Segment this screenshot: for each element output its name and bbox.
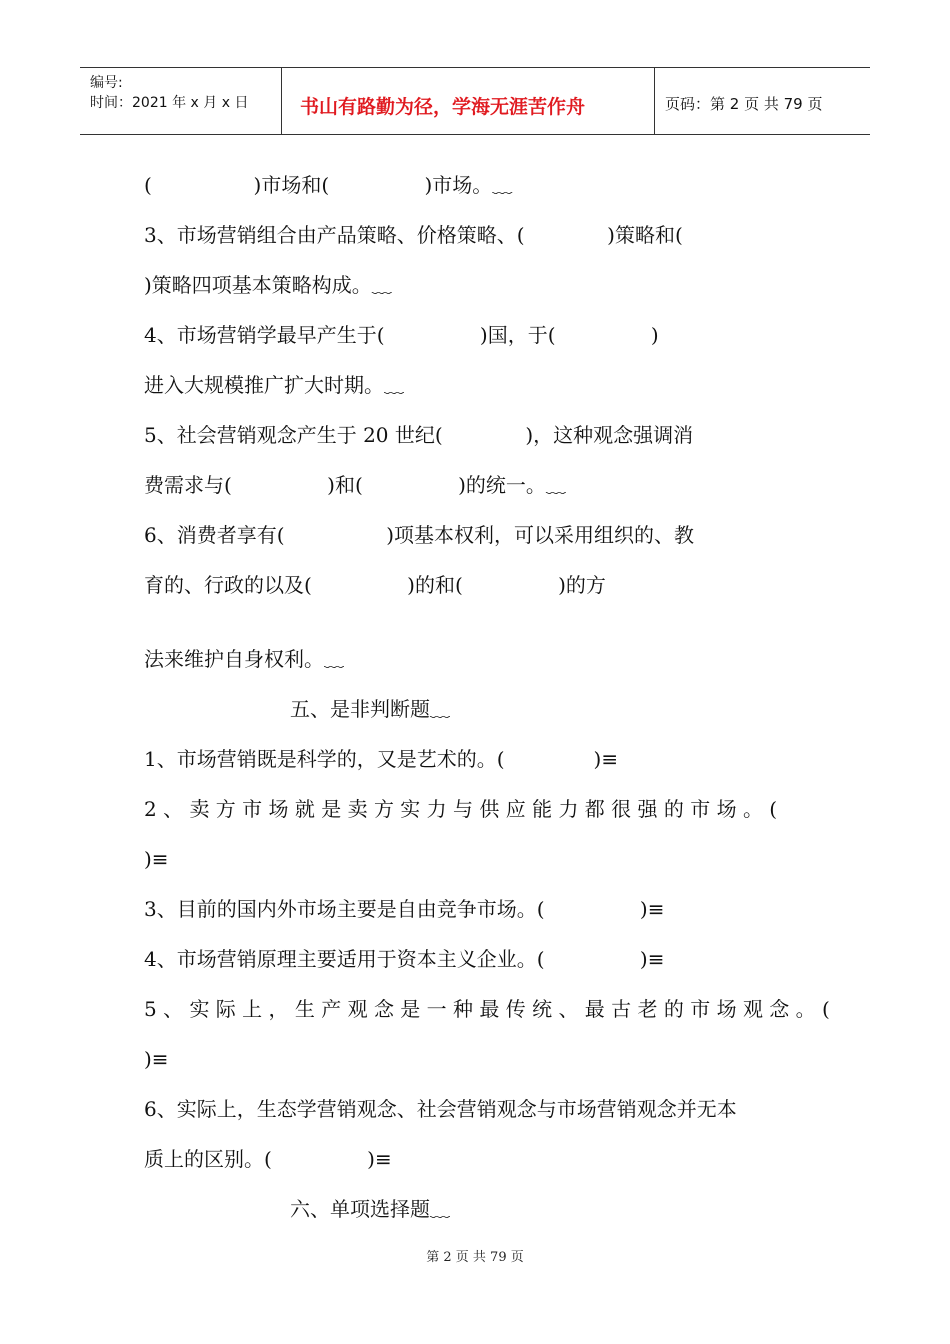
text-line: 5 、 实 际 上 ， 生 产 观 念 是 一 种 最 传 统 、 最 古 老 的 市 场 观 念 。 (	[144, 997, 830, 1021]
text-line: 育的、行政的以及( )的和( )的方	[144, 573, 606, 597]
text-line: 3、市场营销组合由产品策略、价格策略、( )策略和(	[144, 223, 683, 247]
document-number-label: 编号:	[90, 75, 123, 91]
text-line: )≡	[144, 847, 169, 871]
text-line: 1、市场营销既是科学的，又是艺术的。( )≡	[144, 747, 619, 771]
header-info-cell	[80, 68, 282, 134]
section-heading-true-false: 五、是非判断题﹏	[290, 697, 450, 721]
page-footer: 第 2 页 共 79 页	[426, 1250, 524, 1265]
text-line: 质上的区别。( )≡	[144, 1147, 392, 1171]
text-line: 费需求与( )和( )的统一。﹏	[144, 473, 566, 497]
text-line: 2 、 卖 方 市 场 就 是 卖 方 实 力 与 供 应 能 力 都 很 强 的 市 场 。 (	[144, 797, 778, 821]
header-motto-cell	[282, 68, 655, 134]
text-line: ( )市场和( )市场。﹏	[144, 173, 513, 197]
text-line: 进入大规模推广扩大时期。﹏	[144, 373, 404, 397]
text-line: )策略四项基本策略构成。﹏	[144, 273, 392, 297]
page-header	[80, 67, 870, 135]
document-date-label: 时间：2021 年 x 月 x 日	[90, 95, 249, 111]
header-page-info: 页码：第 2 页 共 79 页	[665, 95, 823, 113]
text-line: 法来维护自身权利。﹏	[144, 647, 344, 671]
text-line: )≡	[144, 1047, 169, 1071]
text-line: 5、社会营销观念产生于 20 世纪( )，这种观念强调消	[144, 423, 694, 447]
header-page-cell	[655, 68, 870, 134]
text-line: 6、消费者享有( )项基本权利，可以采用组织的、教	[144, 523, 695, 547]
text-line: 4、市场营销原理主要适用于资本主义企业。( )≡	[144, 947, 665, 971]
section-heading-single-choice: 六、单项选择题﹏	[290, 1197, 450, 1221]
text-line: 6、实际上，生态学营销观念、社会营销观念与市场营销观念并无本	[144, 1097, 737, 1121]
text-line: 3、目前的国内外市场主要是自由竞争市场。( )≡	[144, 897, 665, 921]
motto-text: 书山有路勤为径，学海无涯苦作舟	[300, 96, 586, 118]
text-line: 4、市场营销学最早产生于( )国，于( )	[144, 323, 659, 347]
